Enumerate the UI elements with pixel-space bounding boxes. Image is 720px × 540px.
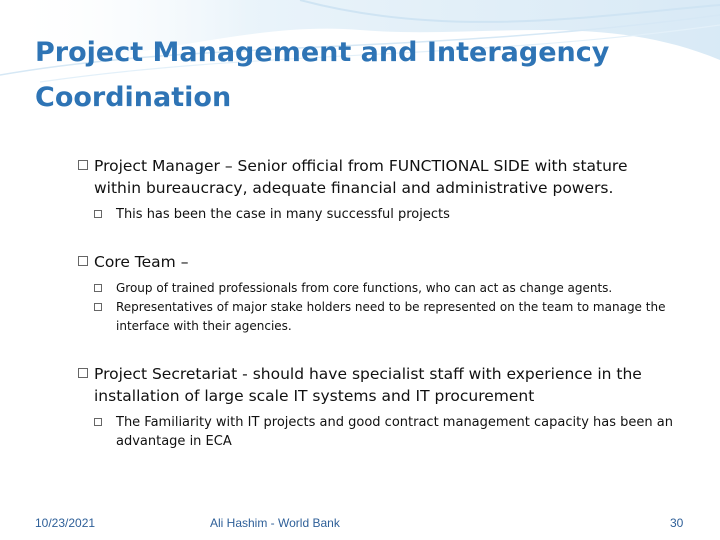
- checkbox-bullet-icon: [78, 368, 88, 378]
- bullet-project-manager: [78, 155, 678, 199]
- bullet-text: Senior official from FUNCTIONAL SIDE with stature within bureaucracy, adequate financial and administrative powers.: [94, 157, 628, 197]
- bullet-lead: Project Manager –: [94, 157, 233, 175]
- slide-content: [78, 155, 678, 451]
- bullet-core-team: [78, 251, 678, 273]
- footer-date: 10/23/2021: [35, 516, 96, 530]
- sub-bullet-text: Representatives of major stake holders need to be represented on the team to manage the interface with their agencies.: [116, 300, 666, 333]
- sub-bullet: [94, 279, 678, 298]
- footer-page-number: 30: [670, 516, 684, 530]
- footer-author: Ali Hashim - World Bank: [210, 516, 340, 530]
- slide-title: Project Management and Interagency Coordination: [35, 37, 610, 113]
- sub-bullet-text: This has been the case in many successful projects: [116, 207, 450, 222]
- sub-bullet: [94, 205, 678, 224]
- sub-bullet: [94, 413, 678, 451]
- checkbox-bullet-icon: [94, 210, 102, 218]
- checkbox-bullet-icon: [78, 256, 88, 266]
- checkbox-bullet-icon: [94, 303, 102, 311]
- sub-bullet-text: Group of trained professionals from core functions, who can act as change agents.: [116, 281, 613, 295]
- checkbox-bullet-icon: [94, 284, 102, 292]
- checkbox-bullet-icon: [78, 160, 88, 170]
- sub-bullet: [94, 298, 678, 336]
- bullet-text: Core Team –: [94, 253, 189, 271]
- bullet-lead: Project Secretariat -: [94, 365, 248, 383]
- bullet-project-secretariat: [78, 363, 678, 407]
- checkbox-bullet-icon: [94, 418, 102, 426]
- bullet-text: should have specialist staff with experience in the installation of large scale IT systems and IT procurement: [94, 365, 642, 405]
- sub-bullet-text: The Familiarity with IT projects and good contract management capacity has been an advantage in ECA: [116, 415, 673, 449]
